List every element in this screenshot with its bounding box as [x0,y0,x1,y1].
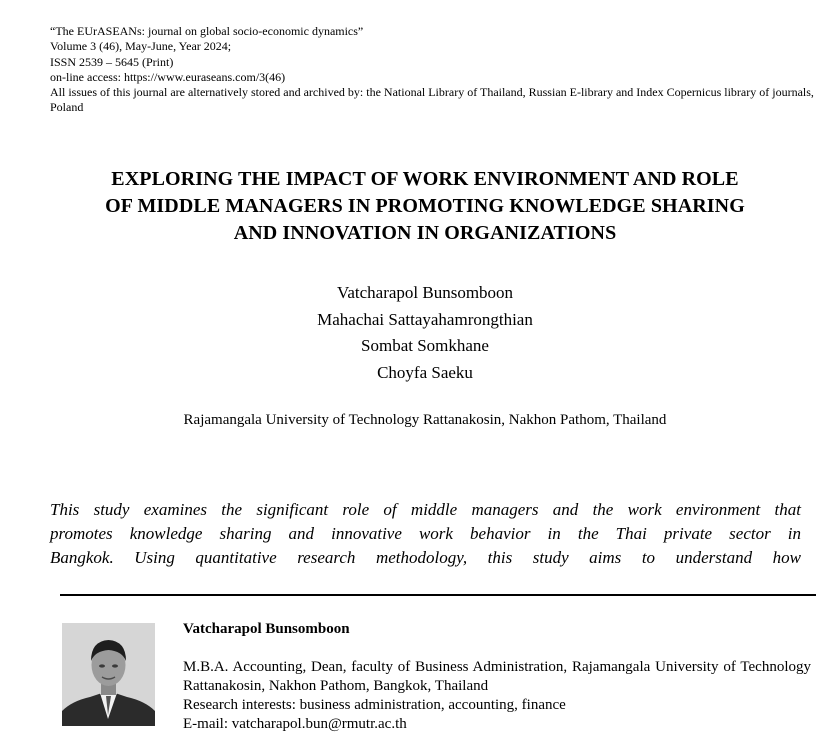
footnote-divider [60,594,816,596]
journal-name: “The EUrASEANs: journal on global socio-economic dynamics” [50,24,364,38]
bio-description: M.B.A. Accounting, Dean, faculty of Business Administration, Rajamangala University of Technology Rattanakosin, Nakhon Pathom, Bangkok, Thailand [183,659,811,694]
journal-issn: ISSN 2539 – 5645 (Print) [50,54,174,69]
author-name: Sombat Somkhane [361,336,489,355]
abstract-line-1: This study examines the significant role of middle managers and the work environment that [50,500,801,519]
abstract [50,498,801,570]
paper-title-line-2: OF MIDDLE MANAGERS IN PROMOTING KNOWLEDGE SHARING [105,195,745,217]
journal-header [50,24,820,116]
abstract-line-2: promotes knowledge sharing and innovative work behavior in the Thai private sector in [50,524,801,543]
author-name: Choyfa Saeku [377,362,473,382]
author-photo [62,623,155,726]
journal-online-access: on-line access: https://www.euraseans.com/3(46) [50,69,286,84]
abstract-line-3: Bangkok. Using quantitative research methodology, this study aims to understand how [50,548,801,567]
author-portrait-icon [62,623,155,726]
author-bio [183,620,811,734]
author-name: Mahachai Sattayahamrongthian [317,309,533,329]
paper-title-line-1: EXPLORING THE IMPACT OF WORK ENVIRONMENT AND ROLE [111,168,739,190]
bio-author-name: Vatcharapol Bunsomboon [183,621,350,637]
author-list [225,280,625,386]
journal-archive-note: All issues of this journal are alternatively stored and archived by: the National Library of Thailand, Russian E-library and Index Copernicus library of journals, Poland [50,85,814,115]
bio-email: E-mail: vatcharapol.bun@rmutr.ac.th [183,716,407,732]
bio-research-interests: Research interests: business administration, accounting, finance [183,697,566,713]
journal-volume: Volume 3 (46), May-June, Year 2024; [50,39,232,54]
paper-title [40,166,810,247]
author-affiliation: Rajamangala University of Technology Rattanakosin, Nakhon Pathom, Thailand [183,412,667,428]
paper-title-line-3: AND INNOVATION IN ORGANIZATIONS [233,222,617,244]
author-name: Vatcharapol Bunsomboon [336,283,514,302]
